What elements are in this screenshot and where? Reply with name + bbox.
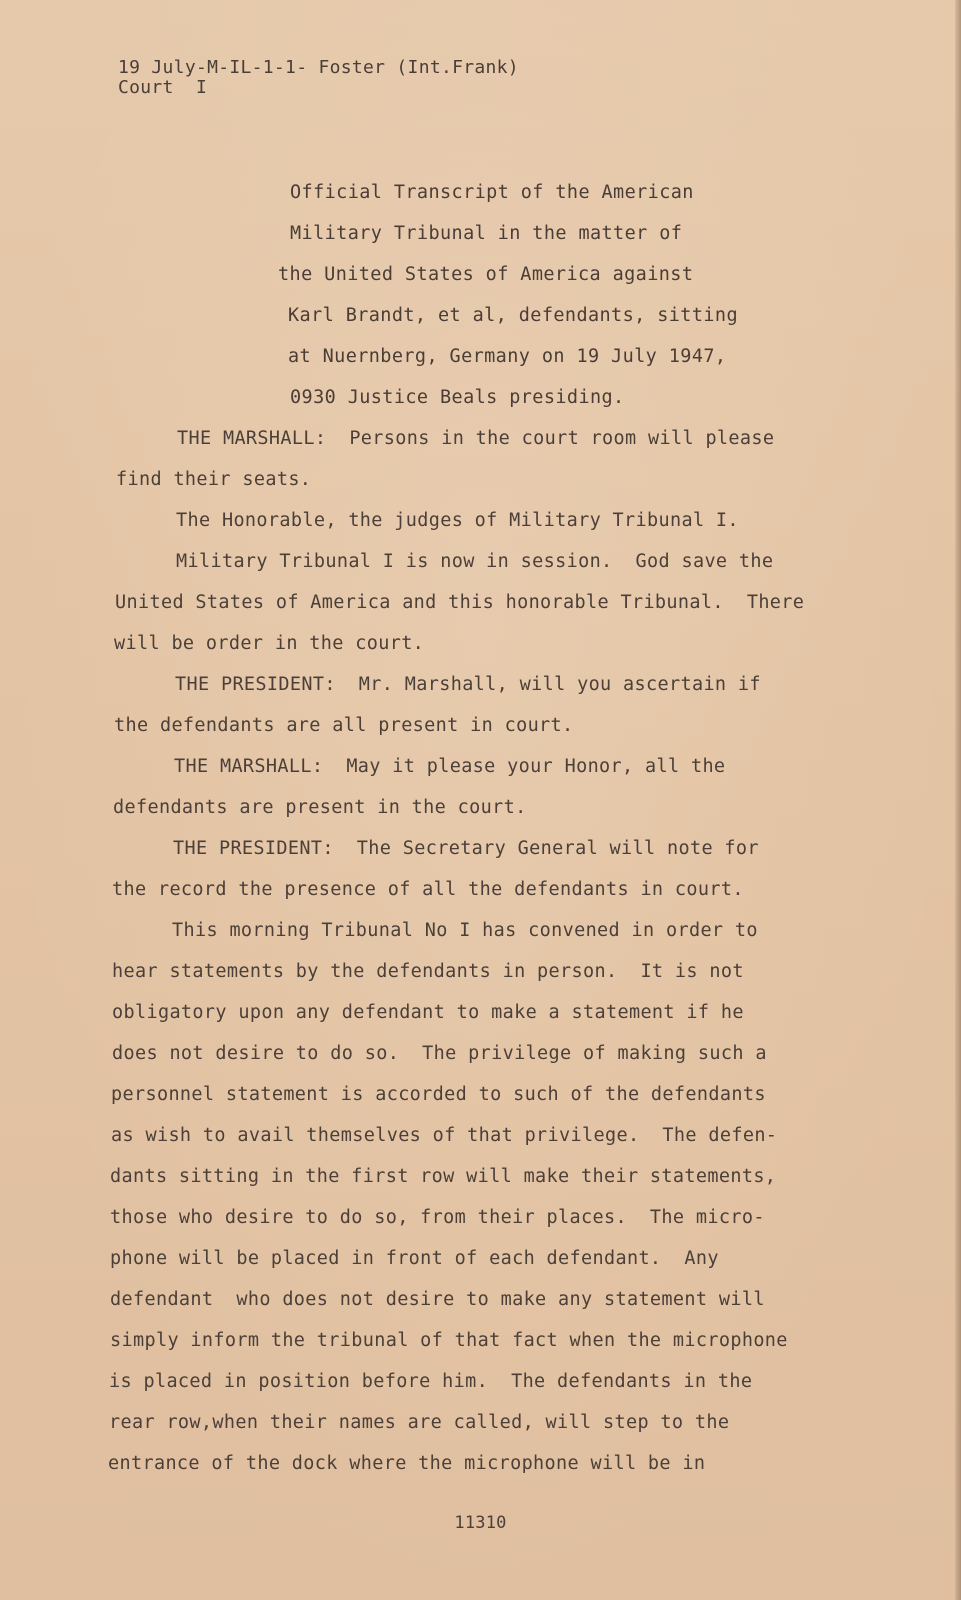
body-line: simply inform the tribunal of that fact when the microphone [110,1330,788,1351]
title-line: Karl Brandt, et al, defendants, sitting [288,305,738,326]
body-line: the defendants are all present in court. [114,715,574,736]
body-line: personnel statement is accorded to such of the defendants [111,1084,766,1105]
body-line: THE MARSHALL: May it please your Honor, all the [174,756,726,777]
title-line: Military Tribunal in the matter of [290,223,683,244]
body-line: defendant who does not desire to make any statement will [110,1289,765,1310]
body-line: This morning Tribunal No I has convened in order to [172,920,758,941]
page-number: 11310 [454,1513,507,1533]
body-line: United States of America and this honorable Tribunal. There [115,592,805,613]
title-line: at Nuernberg, Germany on 19 July 1947, [288,346,727,367]
body-line: entrance of the dock where the microphone will be in [108,1453,706,1474]
body-line: find their seats. [116,469,312,490]
body-line: rear row,when their names are called, will step to the [109,1412,730,1433]
page-edge-shadow [955,0,961,1600]
body-line: the record the presence of all the defendants in court. [112,879,744,900]
body-line: as wish to avail themselves of that privilege. The defen- [111,1125,778,1146]
body-line: THE PRESIDENT: Mr. Marshall, will you ascertain if [175,674,761,695]
body-line: Military Tribunal I is now in session. God save the [176,551,774,572]
body-line: does not desire to do so. The privilege of making such a [112,1043,767,1064]
body-line: obligatory upon any defendant to make a statement if he [112,1002,744,1023]
header-line-1: 19 July-M-IL-1-1- Foster (Int.Frank) [118,57,519,78]
body-line: hear statements by the defendants in person. It is not [112,961,744,982]
body-line: THE PRESIDENT: The Secretary General will note for [173,838,759,859]
title-line: 0930 Justice Beals presiding. [290,387,625,408]
body-line: dants sitting in the first row will make their statements, [110,1166,777,1187]
body-line: THE MARSHALL: Persons in the court room will please [177,428,775,449]
title-line: the United States of America against [278,264,694,285]
document-header [118,58,519,98]
body-line: is placed in position before him. The defendants in the [109,1371,753,1392]
header-line-2: Court I [118,77,208,98]
title-line: Official Transcript of the American [290,182,694,203]
body-line: phone will be placed in front of each defendant. Any [110,1248,719,1269]
body-line: will be order in the court. [114,633,425,654]
body-line: defendants are present in the court. [113,797,527,818]
body-line: those who desire to do so, from their places. The micro- [110,1207,765,1228]
body-line: The Honorable, the judges of Military Tribunal I. [176,510,739,531]
